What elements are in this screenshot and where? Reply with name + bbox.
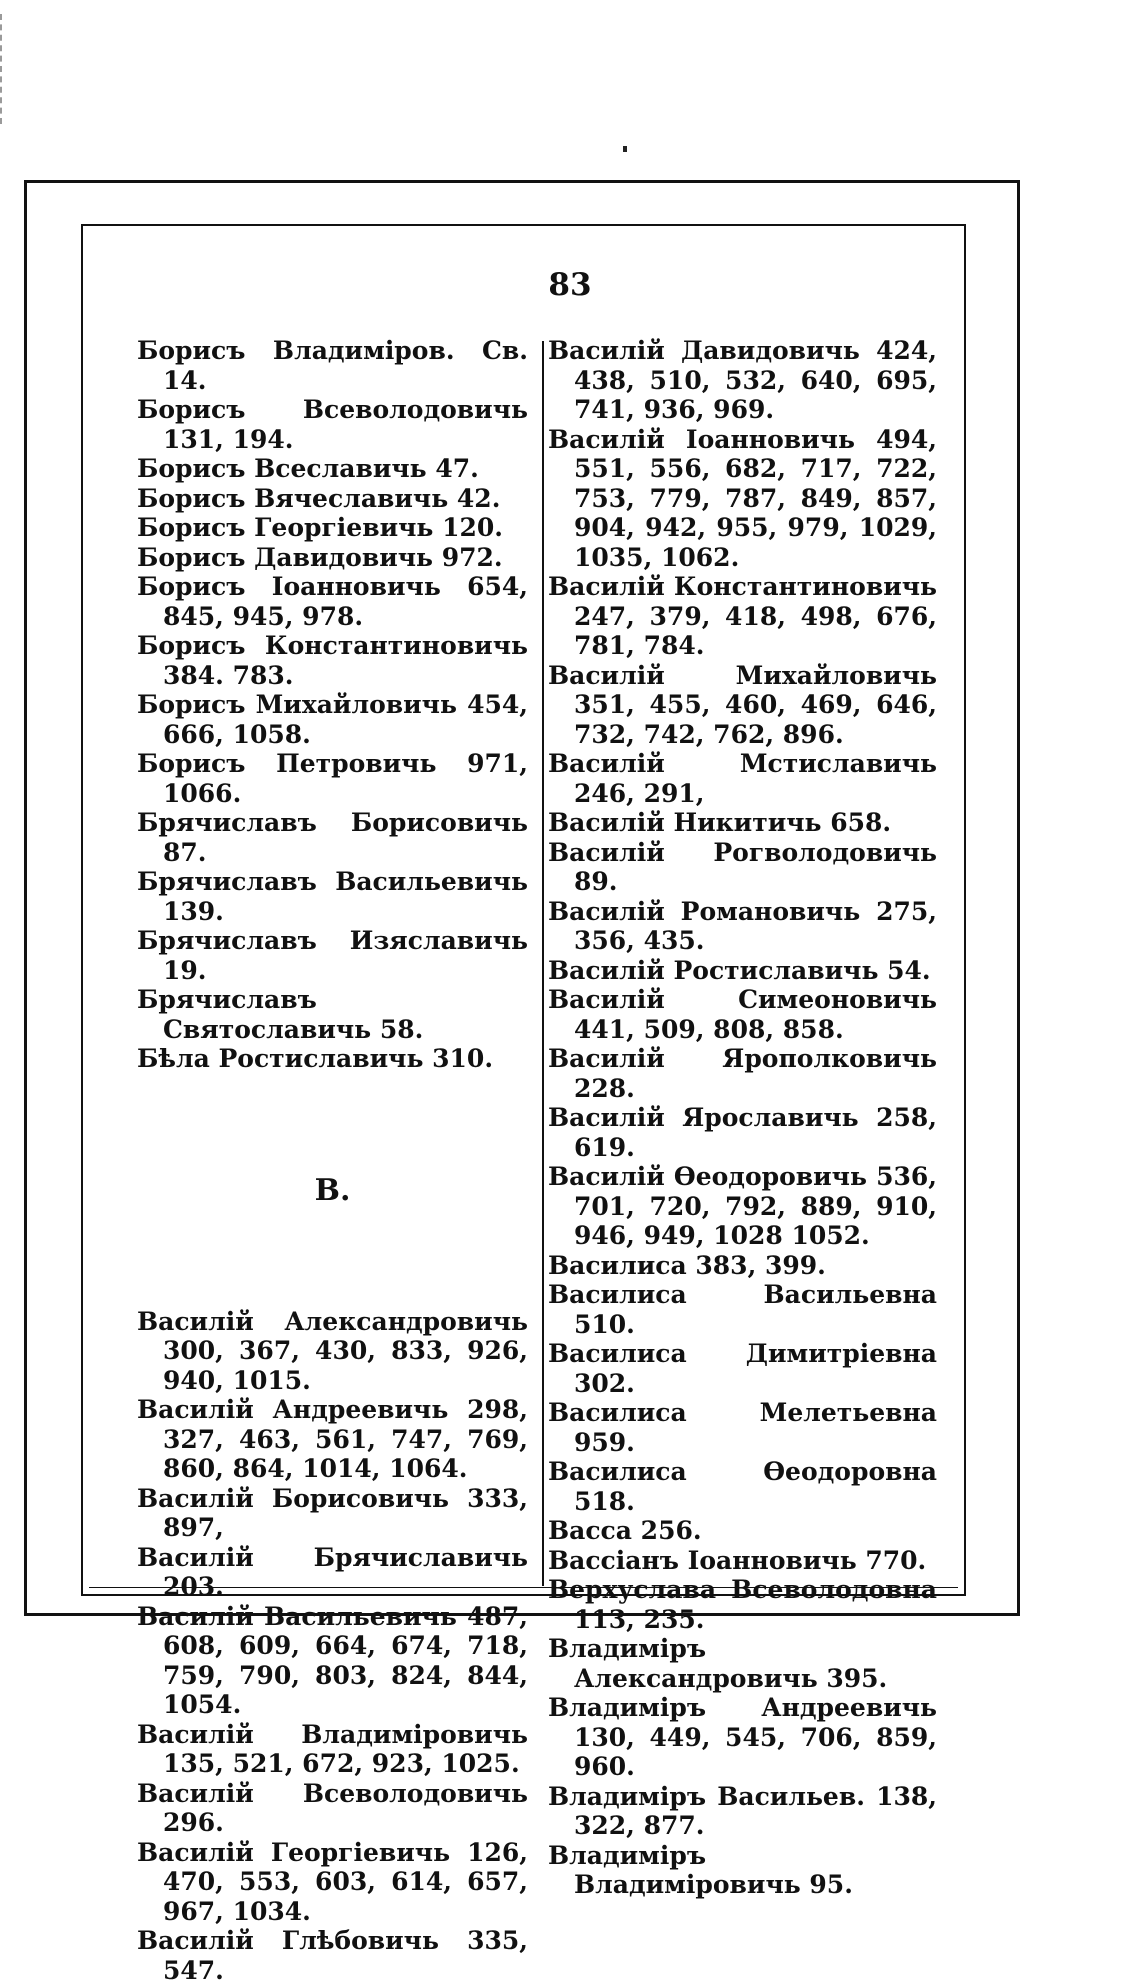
index-entry: Владиміръ Владиміровичь 95. (548, 1840, 853, 1899)
index-entry: Василій Ярополковичь 228. (548, 1044, 937, 1103)
index-entry: Василій Давидовичь 424, 438, 510, 532, 640, 695, 741, 936, 969. (548, 336, 937, 424)
index-entry: Василій Васильевичь 487, 608, 609, 664, 674, 718, 759, 790, 803, 824, 844, 1054. (137, 1601, 528, 1719)
left-column (137, 336, 528, 1985)
index-entry: Брячиславъ Святославичь 58. (137, 985, 424, 1044)
index-entry: Борисъ Всеславичь 47. (137, 454, 479, 483)
index-entry: Василій Брячиславичь 203. (137, 1542, 528, 1601)
section-letter-heading: В. (314, 1172, 351, 1208)
index-entry: Владиміръ Андреевичь 130, 449, 545, 706, 859, 960. (548, 1693, 937, 1781)
index-entry: Василиса 383, 399. (548, 1250, 826, 1280)
index-entry: Василій Константиновичь 247, 379, 418, 498, 676, 781, 784. (548, 572, 937, 660)
index-entry: Брячиславъ Изяславичь 19. (137, 926, 528, 985)
index-entry: Верхуслава Всеволодовна 113, 235. (548, 1575, 937, 1634)
index-entry: Борисъ Іоанновичь 654, 845, 945, 978. (137, 572, 528, 631)
index-entry: Васса 256. (548, 1516, 702, 1545)
right-column (548, 336, 937, 1900)
index-entry: Василій Ѳеодоровичь 536, 701, 720, 792, 889, 910, 946, 949, 1028 1052. (548, 1162, 937, 1250)
index-entry: Василиса Васильевна 510. (548, 1280, 937, 1339)
index-entry: Василиса Ѳеодоровна 518. (548, 1457, 937, 1516)
index-entry: Владиміръ Александровичь 395. (548, 1634, 888, 1693)
index-entry: Борисъ Вячеславичь 42. (137, 483, 501, 513)
index-entry: Борисъ Всеволодовичь 131, 194. (137, 395, 528, 454)
index-entry: Василиса Мелетьевна 959. (548, 1398, 937, 1457)
index-entry: Василій Симеоновичь 441, 509, 808, 858. (548, 985, 937, 1044)
index-entry: Василій Александровичь 300, 367, 430, 833, 926, 940, 1015. (137, 1306, 528, 1395)
index-entry: Василій Ярославичь 258, 619. (548, 1103, 937, 1162)
index-entry: Василій Борисовичь 333, 897, (137, 1483, 528, 1542)
index-entry: Василій Никитичь 658. (548, 808, 892, 837)
index-entry: Вассіанъ Іоанновичь 770. (548, 1545, 927, 1575)
index-entry: Василій Мстиславичь 246, 291, (548, 749, 937, 808)
index-entry: Борисъ Давидовичь 972. (137, 542, 503, 572)
index-entry: Брячиславъ Борисовичь 87. (137, 808, 528, 867)
index-entry: Борисъ Константиновичь 384. 783. (137, 631, 528, 690)
index-entry: Василій Романовичь 275, 356, 435. (548, 896, 937, 955)
index-entry: Василій Михайловичь 351, 455, 460, 469, 646, 732, 742, 762, 896. (548, 660, 937, 749)
index-entry: Василій Ростиславичь 54. (548, 955, 931, 985)
column-divider (542, 341, 544, 1586)
index-entry: Бѣла Ростиславичь 310. (137, 1044, 494, 1073)
index-entry: Борисъ Петровичь 971, 1066. (137, 749, 528, 808)
index-entry: Владиміръ Васильев. 138, 322, 877. (548, 1781, 937, 1840)
index-entry: Василій Іоанновичь 494, 551, 556, 682, 717, 722, 753, 779, 787, 849, 857, 904, 942, 955, 979, 1029, 1035, 1062. (548, 424, 937, 572)
index-entry: Василій Рогволодовичь 89. (548, 837, 937, 896)
index-entry: Василій Андреевичь 298, 327, 463, 561, 747, 769, 860, 864, 1014, 1064. (137, 1395, 528, 1483)
page-number: 83 (548, 267, 592, 303)
index-entry: Василиса Димитріевна 302. (548, 1339, 937, 1398)
index-entry: Борисъ Георгіевичь 120. (137, 513, 503, 542)
index-entry: Василій Владиміровичь 135, 521, 672, 923, 1025. (137, 1719, 528, 1778)
page-edge-marks (0, 14, 6, 124)
index-entry: Василій Георгіевичь 126, 470, 553, 603, 614, 657, 967, 1034. (137, 1837, 528, 1926)
index-entry: Василій Всеволодовичь 296. (137, 1778, 528, 1837)
index-entry: Василій Глѣбовичь 335, 547. (137, 1926, 528, 1985)
ink-speck (623, 146, 627, 152)
index-entry: Борисъ Михайловичь 454, 666, 1058. (137, 690, 528, 749)
index-entry: Брячиславъ Васильевичь 139. (137, 867, 528, 926)
index-entry: Борисъ Владиміров. Св. 14. (137, 336, 528, 395)
